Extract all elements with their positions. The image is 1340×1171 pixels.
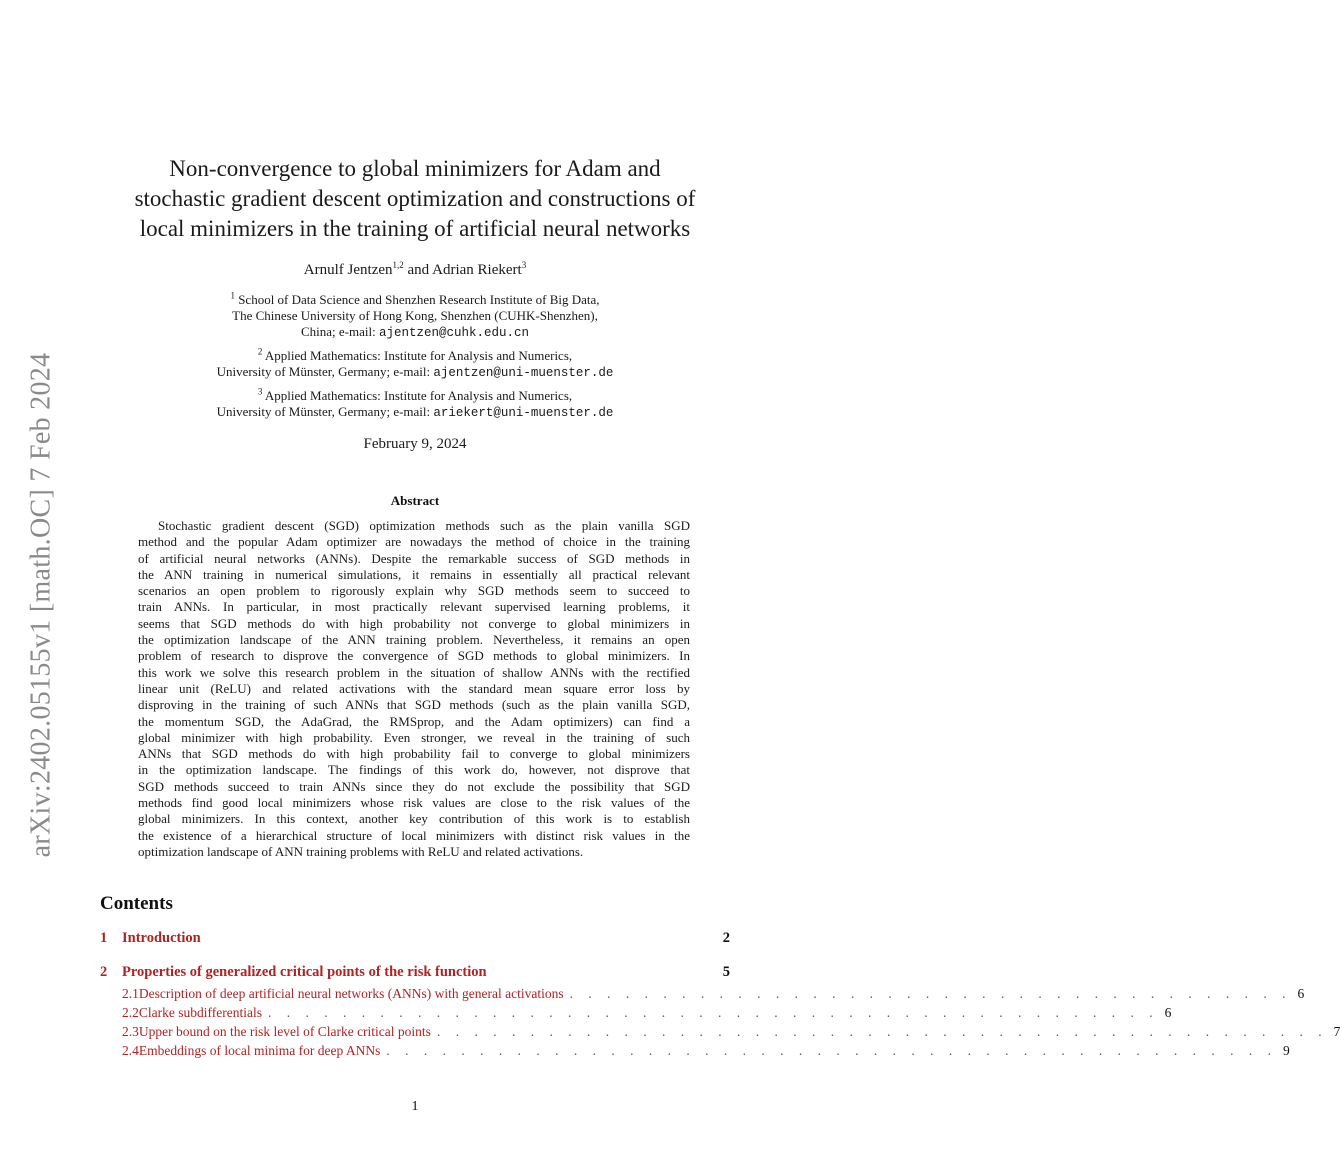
affiliation-line: University of Münster, Germany; e-mail: [216,404,434,419]
abstract-line: seems that SGD methods do with high probability not converge to global minimizers in [138,615,690,631]
toc-page-number: 2 [722,930,730,946]
abstract-line: the existence of a hierarchical structure of local minimizers with distinct risk values in the [138,827,690,843]
toc-subsection[interactable] [100,1043,1290,1062]
toc-section-number: 1 [100,930,108,946]
affiliation-block [100,292,730,341]
abstract-line: optimization landscape of ANN training problems with ReLU and related activations. [138,843,584,859]
affiliation-marker: 1 [230,290,235,301]
toc-leader-dots: . . . . . . . . . . . . . . . . . . . . . . . . . . . . . . . . . . . . . . . [569,986,1292,1001]
toc-section-title: Introduction [122,930,201,946]
abstract-line: scenarios an open problem to rigorously explain why SGD methods seem to succeed to [138,583,690,599]
affiliation-line: School of Data Science and Shenzhen Research Institute of Big Data, [238,292,600,307]
abstract-line: the momentum SGD, the AdaGrad, the RMSprop, and the Adam optimizers) can find a [138,713,690,729]
toc-leader-dots: . . . . . . . . . . . . . . . . . . . . . . . . . . . . . . . . . . . . . . . . . . . . . . . . [267,1005,1159,1020]
abstract-line: Stochastic gradient descent (SGD) optimization methods such as the plain vanilla SGD [158,518,690,533]
toc-subsection-title: Upper bound on the risk level of Clarke critical points [138,1024,431,1039]
title-line: stochastic gradient descent optimization and constructions of [134,186,696,211]
abstract-line: method and the popular Adam optimizer are nowadays the method of choice in the training [138,534,690,550]
arxiv-identifier-text: arXiv:2402.05155v1 [math.OC] 7 Feb 2024 [25,352,57,857]
arxiv-identifier-stamp [13,352,69,857]
publication-date: February 9, 2024 [363,436,467,452]
abstract-line: the optimization landscape of the ANN training problem. Nevertheless, it remains an open [138,632,690,648]
paper-title [100,154,730,244]
toc-section-properties[interactable] [100,964,730,986]
abstract-line: SGD methods succeed to train ANNs since they do not exclude the possibility that SGD [138,778,690,794]
abstract-line: ANNs that SGD methods do with high probability fail to converge to global minimizers [138,746,690,762]
abstract-line: methods find good local minimizers whose risk values are close to the risk values of the [138,795,690,811]
author-list [100,262,730,279]
abstract-line: the ANN training in numerical simulations, it remains in essentially all practical relevant [138,566,690,582]
abstract-line: of artificial neural networks (ANNs). Despite the remarkable success of SGD methods in [138,550,690,566]
toc-page-number: 6 [1164,1005,1172,1020]
email-link[interactable]: ariekert@uni-muenster.de [433,406,614,420]
toc-subsection-title: Embeddings of local minima for deep ANNs [138,1043,381,1058]
abstract-heading: Abstract [390,493,440,508]
toc-section-introduction[interactable] [100,930,730,952]
title-line: Non-convergence to global minimizers for Adam and [169,156,661,181]
author-conjunction: and [407,262,430,278]
affiliation-line: China; e-mail: [300,324,379,339]
email-link[interactable]: ajentzen@cuhk.edu.cn [378,326,529,340]
affiliation-marker: 2 [257,346,263,357]
affiliation-line: University of Münster, Germany; e-mail: [216,364,434,379]
affiliation-block [100,348,730,381]
toc-page-number: 5 [722,964,730,980]
abstract-line: linear unit (ReLU) and related activations with the standard mean square error loss by [138,680,690,696]
toc-subsection[interactable] [100,986,1305,1005]
abstract-line: train ANNs. In particular, in most practically relevant supervised learning problems, it [138,599,690,615]
affiliation-block [100,388,730,421]
toc-subsection-title: Description of deep artificial neural networks (ANNs) with general activations [138,986,564,1001]
toc-subsection[interactable] [100,1005,1172,1024]
page-number: 1 [411,1099,419,1114]
affiliation-line: Applied Mathematics: Institute for Analysis and Numerics, [264,348,573,363]
table-of-contents [100,930,1340,1062]
abstract-line: in the optimization landscape. The findings of this work do, however, not disprove that [138,762,690,778]
abstract-line: global minimizer with high probability. Even stronger, we reveal in the training of such [138,729,690,745]
toc-subsection-number: 2.2 [122,1005,139,1020]
toc-subsection-number: 2.1 [122,986,139,1001]
abstract-line: disproving in the training of such ANNs that SGD methods (such as the plain vanilla SGD, [138,697,690,713]
abstract-line: global minimizers. In this context, another key contribution of this work is to establish [138,811,690,827]
author-name: Arnulf Jentzen [303,262,393,278]
toc-section-title: Properties of generalized critical points of the risk function [122,964,487,980]
contents-heading: Contents [100,893,173,914]
affiliation-marker: 3 [257,386,263,397]
title-line: local minimizers in the training of artificial neural networks [139,216,691,241]
toc-subsection-number: 2.4 [122,1043,139,1058]
toc-subsection[interactable] [100,1024,1340,1043]
toc-page-number: 9 [1282,1043,1290,1058]
affiliations [100,292,730,428]
toc-subsection-title: Clarke subdifferentials [138,1005,262,1020]
abstract-body [138,518,690,860]
affiliation-line: The Chinese University of Hong Kong, Shenzhen (CUHK-Shenzhen), [232,308,598,323]
toc-page-number: 6 [1297,986,1305,1001]
author-affiliation-marker: 1,2 [392,260,404,270]
toc-page-number: 7 [1333,1024,1340,1039]
toc-leader-dots: . . . . . . . . . . . . . . . . . . . . . . . . . . . . . . . . . . . . . . . . . . . . . . . . [436,1024,1328,1039]
author-affiliation-marker: 3 [521,260,527,270]
abstract-line: this work we solve this research problem in the situation of shallow ANNs with the rectified [138,664,690,680]
abstract-line: problem of research to disprove the convergence of SGD methods to global minimizers. In [138,648,690,664]
toc-section-number: 2 [100,964,108,980]
email-link[interactable]: ajentzen@uni-muenster.de [433,366,614,380]
affiliation-line: Applied Mathematics: Institute for Analysis and Numerics, [264,388,573,403]
toc-leader-dots: . . . . . . . . . . . . . . . . . . . . . . . . . . . . . . . . . . . . . . . . . . . . . . . . [386,1043,1277,1058]
author-name: Adrian Riekert [432,262,522,278]
toc-subsection-number: 2.3 [122,1024,139,1039]
